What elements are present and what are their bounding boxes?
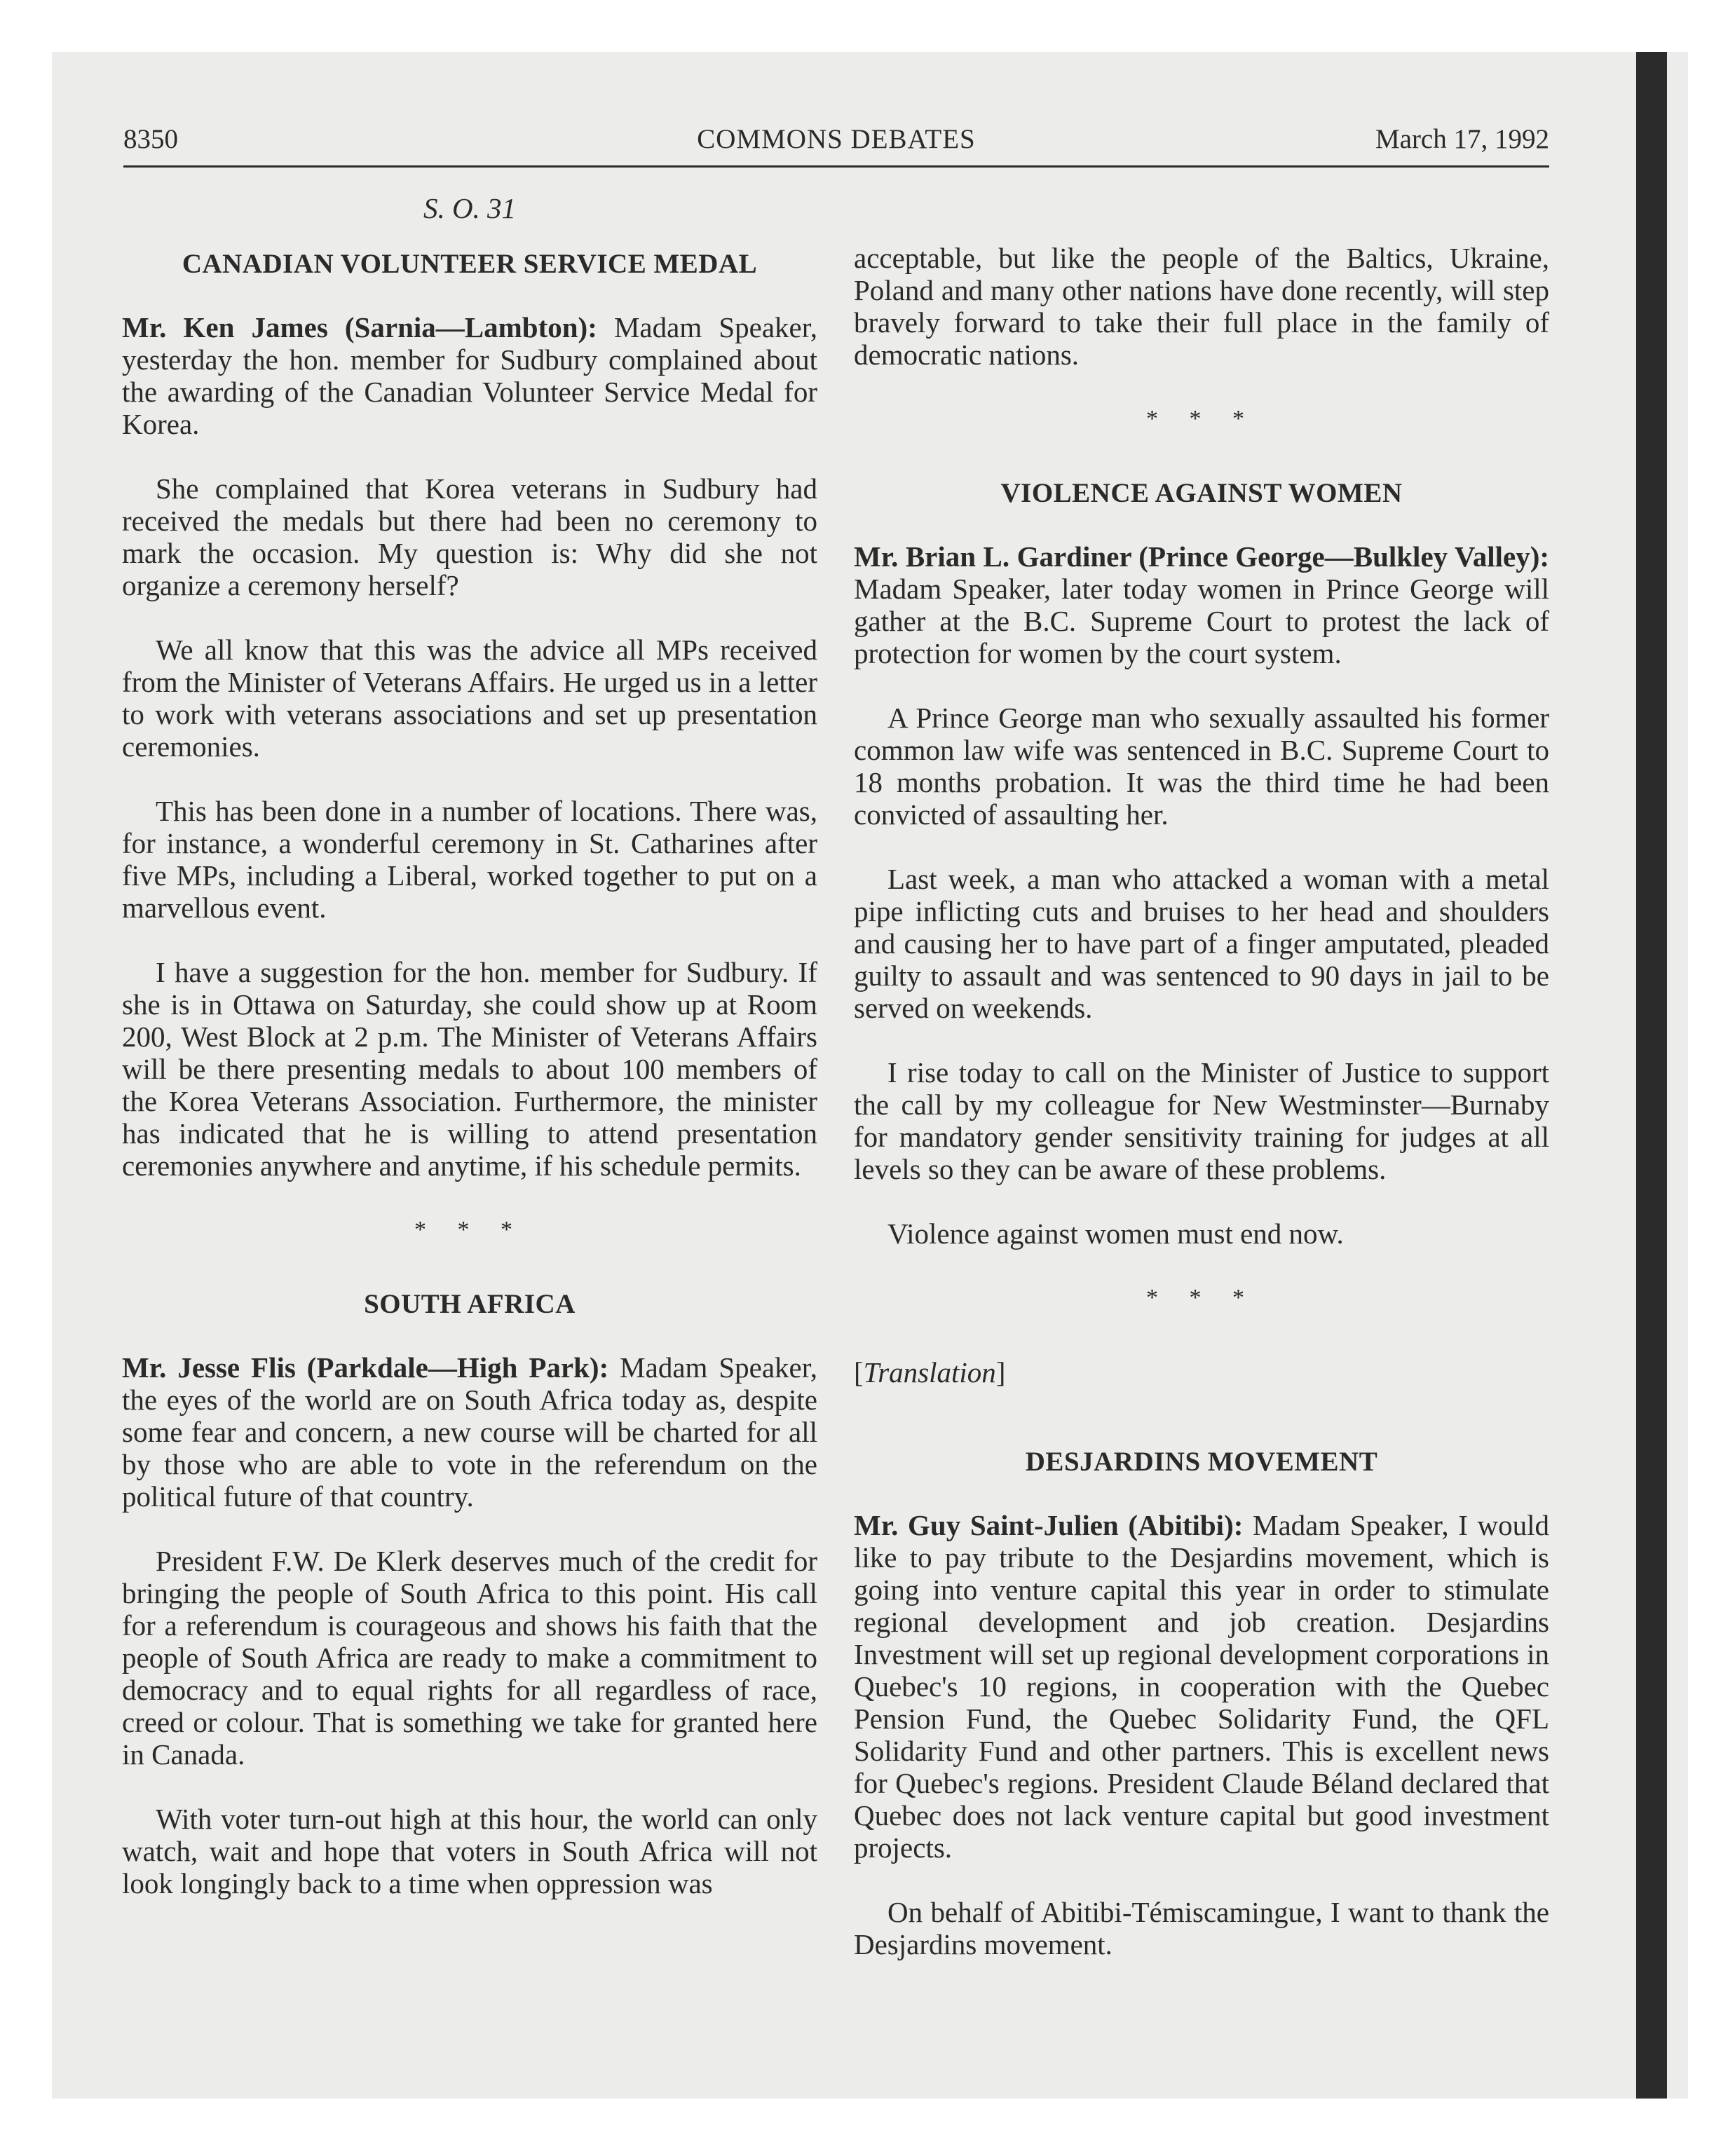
paragraph: I rise today to call on the Minister of Justice to support the call by my colleague for New Westminster—Burnaby for mandatory gender sensitivity training for judges at all levels so they can be aware of these problems. [854,1056,1549,1185]
publication-title: COMMONS DEBATES [697,124,976,154]
section-heading: SOUTH AFRICA [364,1289,576,1319]
paragraph-text: Madam Speaker, the eyes of the world are on South Africa today as, despite some fear and concern, a new course will be charted for all by those who are able to vote in the referendum on the political future of that country. [122,1351,817,1513]
paragraph: This has been done in a number of locations. There was, for instance, a wonderful ceremony in St. Catharines after five MPs, including a Liberal, worked together to put on a marvellous event. [122,795,817,924]
paragraph: With voter turn-out high at this hour, the world can only watch, wait and hope that voters in South Africa will not look longingly back to a time when oppression was [122,1803,817,1899]
page-number: 8350 [123,124,178,154]
paragraph-text: Madam Speaker, yesterday the hon. member for Sudbury complained about the awarding of the Canadian Volunteer Service Medal for Korea. [122,311,817,440]
paragraph [854,540,1549,669]
translation-note: [Translation] [854,1356,1006,1389]
paragraph [122,311,817,440]
section-heading: CANADIAN VOLUNTEER SERVICE MEDAL [182,249,758,279]
paragraph-text: Madam Speaker, later today women in Prince George will gather at the B.C. Supreme Court to protest the lack of protection for women by the court system. [854,573,1549,669]
paragraph [122,1351,817,1513]
speaker-name: Mr. Jesse Flis (Parkdale—High Park): [122,1351,609,1384]
standing-order-label: S. O. 31 [423,192,517,224]
translation-label: Translation [863,1356,996,1389]
section-separator: * * * [1146,406,1257,432]
section-separator: * * * [414,1217,525,1243]
paragraph: We all know that this was the advice all MPs received from the Minister of Veterans Affairs. He urged us in a letter to work with veterans associations and set up presentation ceremonies. [122,634,817,763]
section-heading: DESJARDINS MOVEMENT [1025,1447,1378,1477]
paragraph: Violence against women must end now. [887,1217,1344,1250]
header-rule [123,165,1549,168]
page-header [123,123,1549,165]
paragraph: I have a suggestion for the hon. member for Sudbury. If she is in Ottawa on Saturday, she could show up at Room 200, West Block at 2 p.m. The Minister of Veterans Affairs will be there presenting medals to about 100 members of the Korea Veterans Association. Furthermore, the minister has indicated that he is willing to attend presentation ceremonies anywhere and anytime, if his schedule permits. [122,956,817,1182]
paragraph-text: Madam Speaker, I would like to pay tribute to the Desjardins movement, which is going into venture capital this year in order to stimulate regional development and job creation. Desjardins Investment will set up regional development corporations in Quebec's 10 regions, in cooperation with the Quebec Pension Fund, the Quebec Solidarity Fund, the QFL Solidarity Fund and other partners. This is excellent news for Quebec's regions. President Claude Béland declared that Quebec does not lack venture capital but good investment projects. [854,1509,1549,1864]
scan-edge-bar [1636,52,1667,2099]
section-heading: VIOLENCE AGAINST WOMEN [1000,478,1403,508]
speaker-name: Mr. Brian L. Gardiner (Prince George—Bulkley Valley): [854,540,1549,573]
speaker-name: Mr. Guy Saint-Julien (Abitibi): [854,1509,1244,1541]
paragraph: Last week, a man who attacked a woman with a metal pipe inflicting cuts and bruises to her head and shoulders and causing her to have part of a finger amputated, pleaded guilty to assault and was sentenced to 90 days in jail to be served on weekends. [854,863,1549,1024]
paragraph: President F.W. De Klerk deserves much of the credit for bringing the people of South Africa to this point. His call for a referendum is courageous and shows his faith that the people of South Africa are ready to make a commitment to democracy and to equal rights for all regardless of race, creed or colour. That is something we take for granted here in Canada. [122,1545,817,1770]
section-separator: * * * [1146,1285,1257,1311]
paragraph: acceptable, but like the people of the Baltics, Ukraine, Poland and many other nations have done recently, will step bravely forward to take their full place in the family of democratic nations. [854,242,1549,371]
paragraph: A Prince George man who sexually assaulted his former common law wife was sentenced in B.C. Supreme Court to 18 months probation. It was the third time he had been convicted of assaulting her. [854,702,1549,831]
right-column [854,242,1549,1993]
paragraph: She complained that Korea veterans in Sudbury had received the medals but there had been no ceremony to mark the occasion. My question is: Why did she not organize a ceremony herself? [122,472,817,601]
left-column [122,189,817,1932]
publication-date: March 17, 1992 [1375,124,1549,154]
paragraph [854,1509,1549,1864]
paragraph: On behalf of Abitibi-Témiscamingue, I want to thank the Desjardins movement. [854,1896,1549,1960]
speaker-name: Mr. Ken James (Sarnia—Lambton): [122,311,597,343]
